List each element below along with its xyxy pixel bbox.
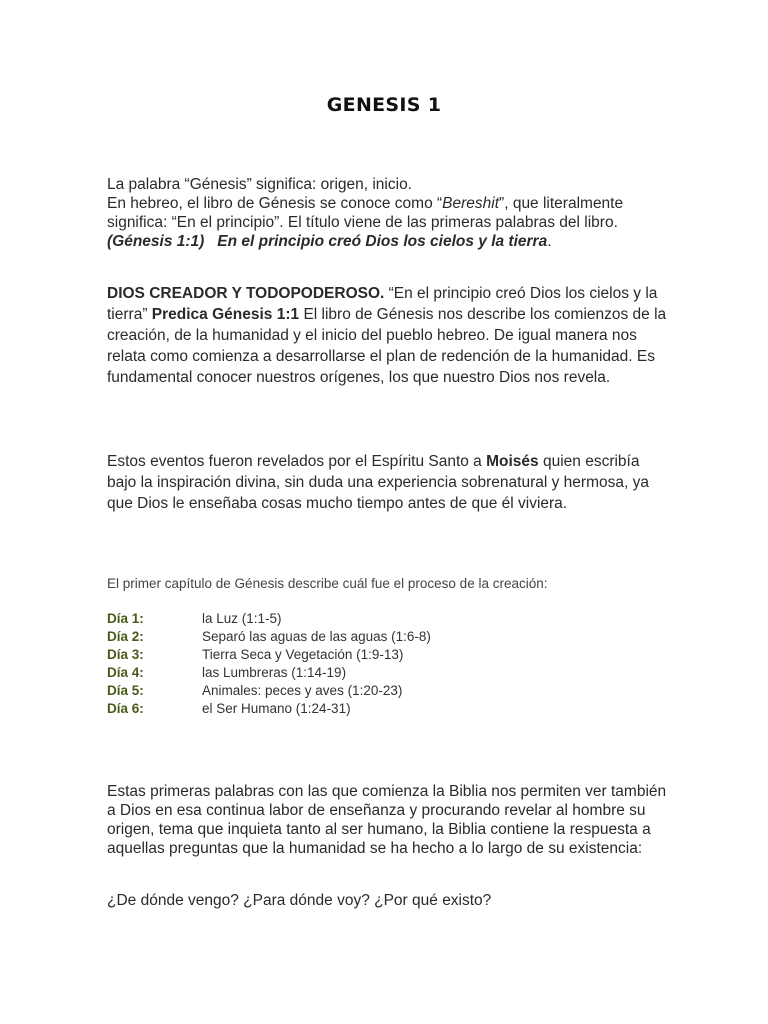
moses-paragraph — [107, 451, 667, 514]
day-row — [107, 682, 667, 700]
intro-line-2 — [107, 194, 667, 213]
day-label: Día 6: — [107, 701, 144, 716]
page-title: GENESIS 1 — [326, 94, 442, 116]
day-text: la Luz (1:1-5) — [202, 611, 282, 626]
questions-line: ¿De dónde vengo? ¿Para dónde voy? ¿Por qué existo? — [107, 892, 492, 909]
day-label: Día 1: — [107, 611, 144, 626]
verse-line — [107, 232, 667, 251]
moses-after: quien escribía bajo la inspiración divina, sin duda una experiencia sobrenatural y hermosa, ya que Dios le enseñaba cosas mucho tiempo antes de que él viviera. — [107, 453, 649, 512]
chapter-intro: El primer capítulo de Génesis describe cuál fue el proceso de la creación: — [107, 576, 548, 591]
bereshit-word: Bereshit — [442, 195, 500, 212]
verse-reference: (Génesis 1:1) — [107, 233, 205, 250]
creator-heading: DIOS CREADOR Y TODOPODEROSO. — [107, 285, 385, 302]
verse-text: En el principio creó Dios los cielos y la tierra — [217, 233, 548, 250]
day-text: las Lumbreras (1:14-19) — [202, 665, 347, 680]
day-row — [107, 646, 667, 664]
moses-name: Moisés — [486, 453, 539, 470]
day-label: Día 3: — [107, 647, 144, 662]
day-text: Separó las aguas de las aguas (1:6-8) — [202, 629, 431, 644]
day-text: Tierra Seca y Vegetación (1:9-13) — [202, 647, 404, 662]
intro-line-2-b: ”, que literalmente — [499, 195, 624, 212]
day-label: Día 5: — [107, 683, 144, 698]
closing-paragraph: Estas primeras palabras con las que comienza la Biblia nos permiten ver también a Dios en esa continua labor de enseñanza y procurando revelar al hombre su origen, tema que inquieta tanto al ser humano, la Biblia contiene la respuesta a aquellas preguntas que la humanidad se ha hecho a lo largo de su existencia: — [107, 783, 667, 857]
day-text: Animales: peces y aves (1:20-23) — [202, 683, 403, 698]
creator-quote: “En el principio creó Dios los cielos y la tierra” — [107, 285, 658, 323]
day-label: Día 2: — [107, 629, 144, 644]
day-label: Día 4: — [107, 665, 144, 680]
day-row — [107, 664, 667, 682]
day-row — [107, 628, 667, 646]
moses-before: Estos eventos fueron revelados por el Espíritu Santo a — [107, 453, 487, 470]
intro-line-1: La palabra “Génesis” significa: origen, inicio. — [107, 176, 412, 193]
creator-paragraph — [107, 283, 667, 388]
day-row — [107, 700, 667, 718]
intro-line-2-a: En hebreo, el libro de Génesis se conoce como “ — [107, 195, 443, 212]
predica-reference: Predica Génesis 1:1 — [151, 306, 300, 323]
creation-days-list — [107, 610, 667, 718]
intro-line-3: significa: “En el principio”. El título viene de las primeras palabras del libro. — [107, 214, 618, 231]
day-row — [107, 610, 667, 628]
day-text: el Ser Humano (1:24-31) — [202, 701, 351, 716]
verse-end: . — [547, 233, 552, 250]
creator-body: El libro de Génesis nos describe los comienzos de la creación, de la humanidad y el inicio del pueblo hebreo. De igual manera nos relata como comienza a desarrollarse el plan de redención de la humanidad. Es fundamental conocer nuestros orígenes, los que nuestro Dios nos revela. — [107, 306, 667, 386]
intro-paragraph — [107, 175, 667, 251]
